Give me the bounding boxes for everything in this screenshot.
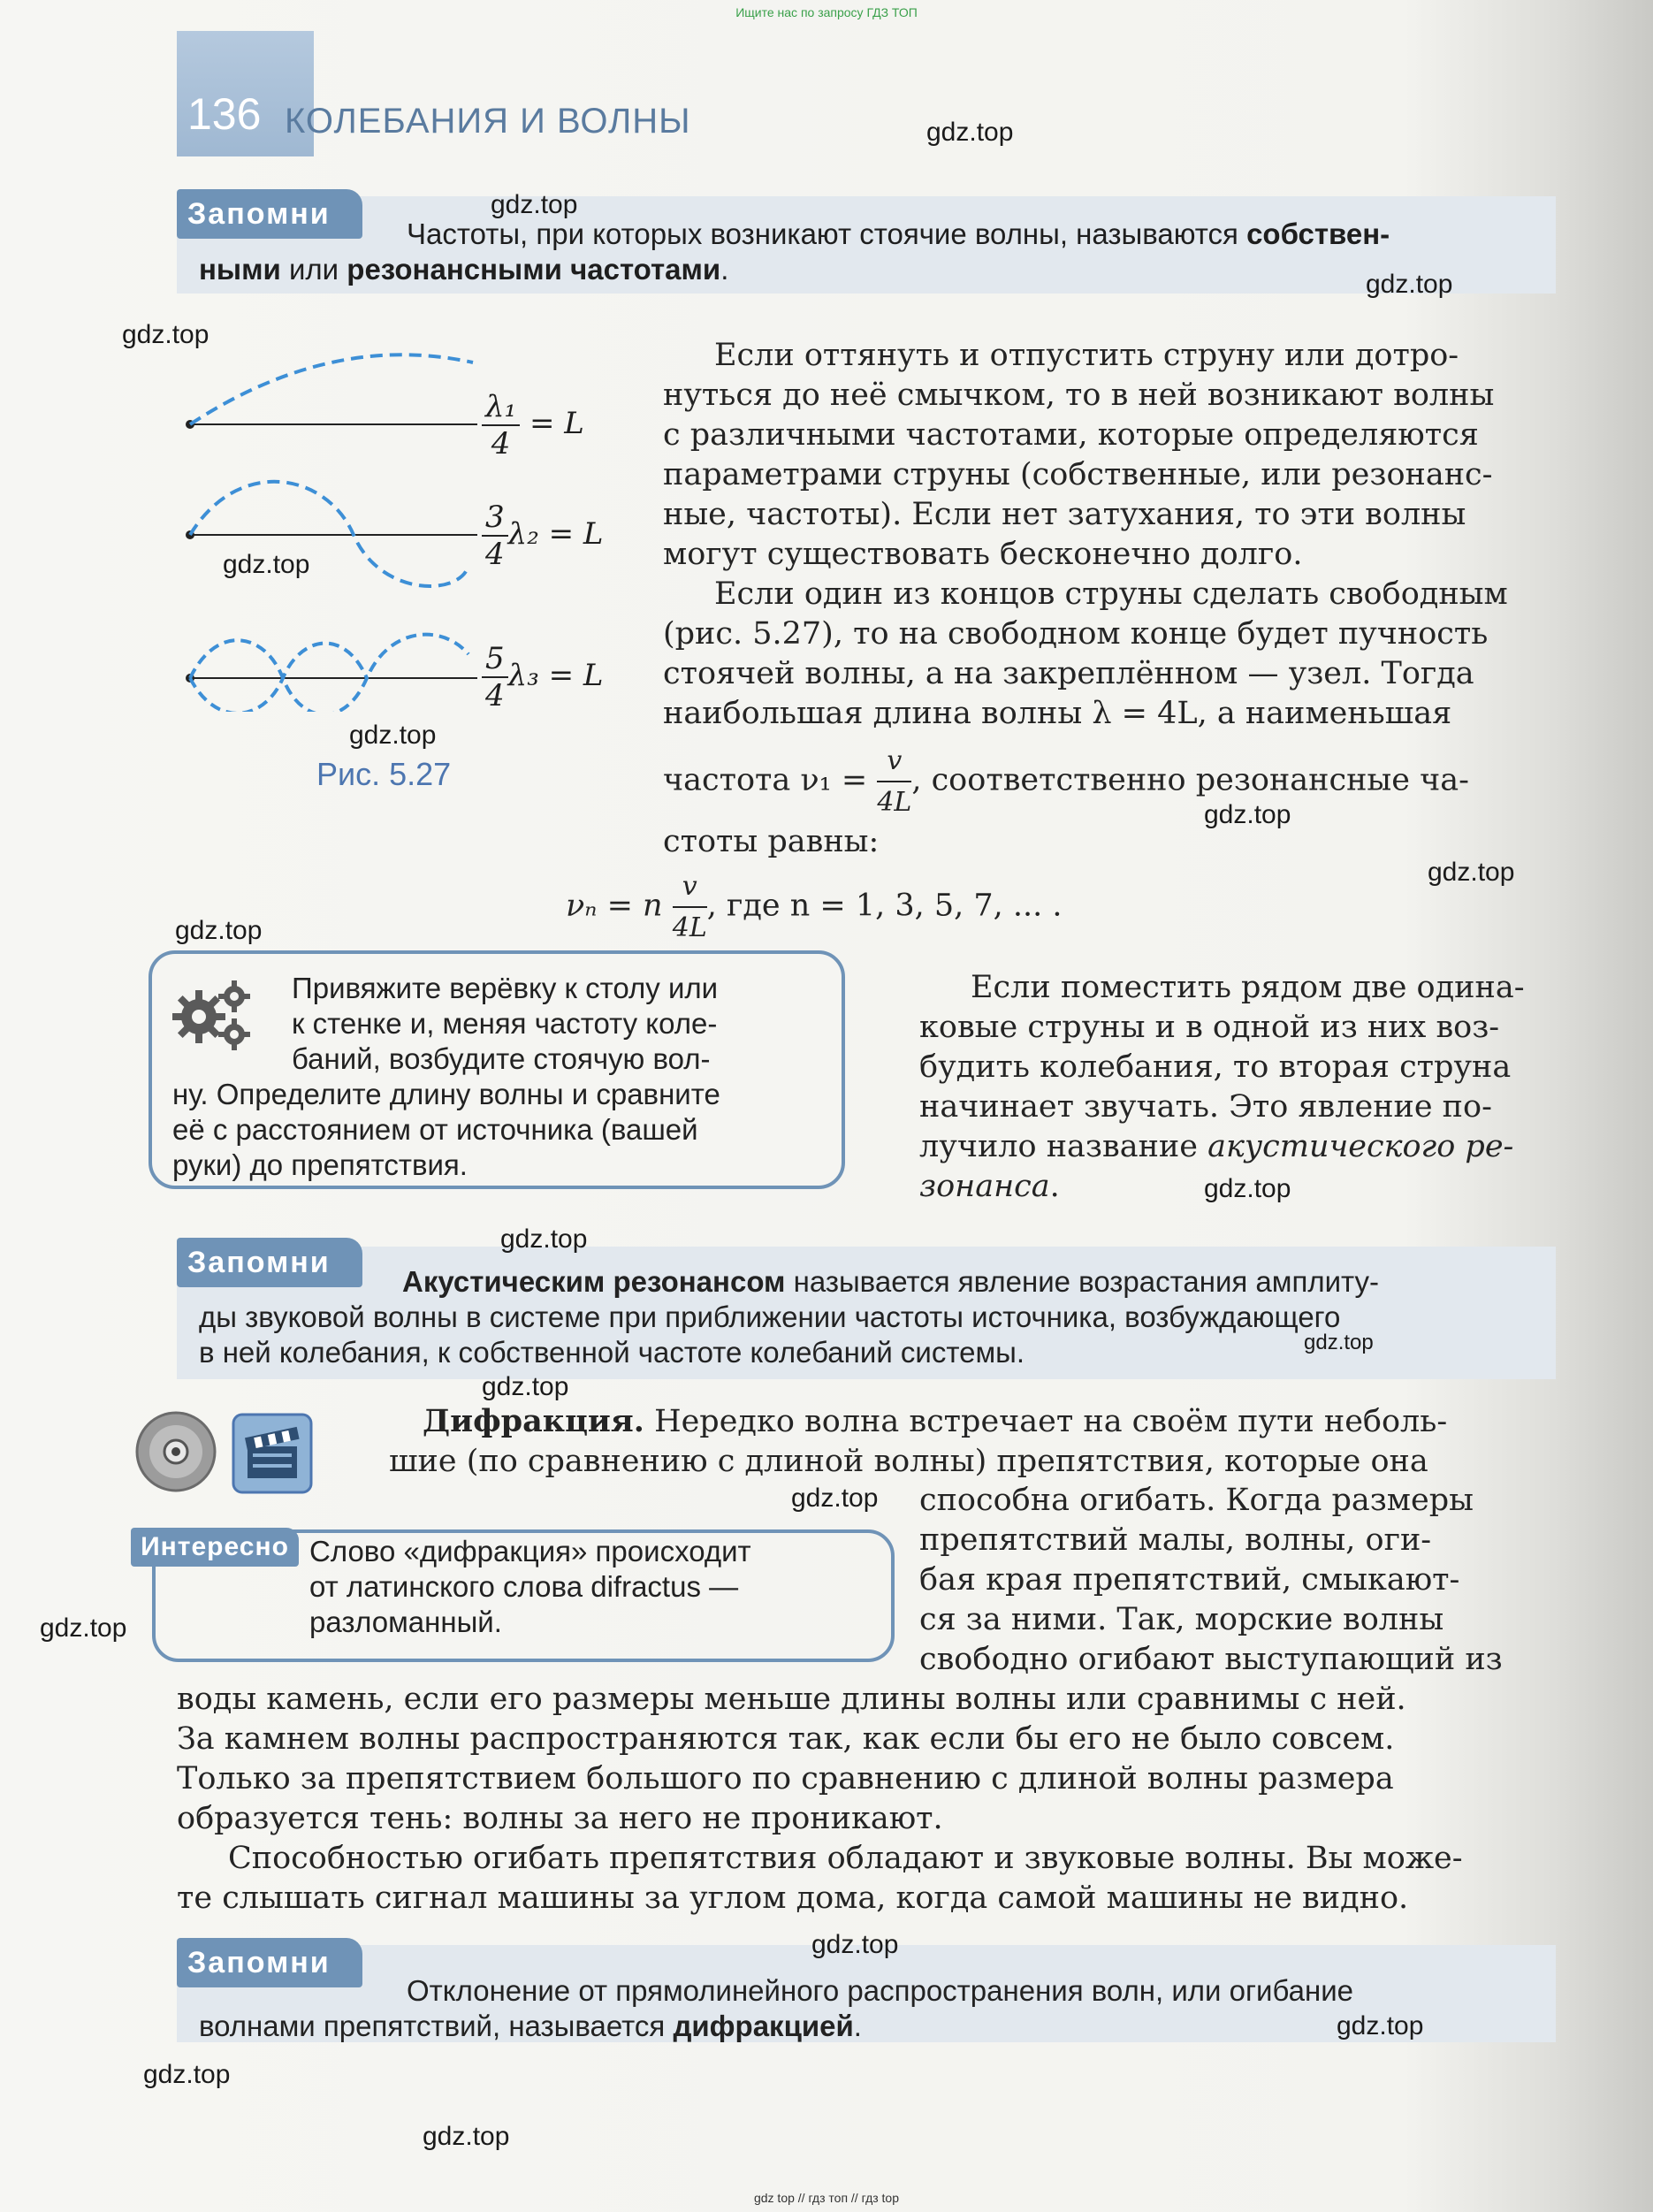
watermark-7: gdz.top [1204, 800, 1291, 829]
page-number: 136 [187, 89, 262, 139]
watermark-9: gdz.top [175, 916, 263, 945]
remember-text-2: Акустическим резонансом называется явление возрастания амплиту- ды звуковой волны в системе при приближении частоты источника, возбуждающего в ней колебания, к собственной частоте колебаний системы. [199, 1265, 1380, 1369]
resonant-frequency-formula: νₙ = n $\frac{v}{4L}$ , где n = 1, 3, 5, 7, ... . [566, 866, 1063, 948]
watermark-15: gdz.top [40, 1613, 127, 1643]
paragraph-2: Если один из концов струны сделать свободным (рис. 5.27), то на свободном конце будет пучность стоячей волны, а на закреплённом — узел. Тогда наибольшая длина волны λ = 4L, а наименьшая частота ν₁ = $\frac{v}{4L}$ , соответственно резонансные ча- стоты равны: [663, 576, 1508, 859]
watermark-4: gdz.top [122, 320, 209, 349]
cd-disc-icon [134, 1410, 218, 1494]
remember-tag-3: Запомни [177, 1938, 362, 1987]
wave-3 [186, 635, 477, 712]
interesting-text: Слово «дифракция» происходит от латинского слова difractus — разломанный. [309, 1535, 751, 1638]
wave-1 [186, 355, 477, 429]
bottom-watermark-note: gdz top // гдз топ // гдз top [753, 2191, 900, 2205]
watermark-17: gdz.top [1337, 2011, 1424, 2040]
watermark-18: gdz.top [143, 2060, 231, 2089]
watermark-3: gdz.top [1366, 270, 1453, 299]
watermark-16: gdz.top [811, 1930, 899, 1959]
remember-tag-1: Запомни [177, 189, 362, 239]
diffraction-paragraph-side: способна огибать. Когда размеры препятствий малы, волны, оги- бая края препятствий, смыкают- ся за ними. Так, морские волны свободно огибают выступающий из [919, 1483, 1503, 1677]
chapter-title: КОЛЕБАНИЯ И ВОЛНЫ [285, 102, 691, 141]
remember-text-1: Частоты, при которых возникают стоячие волны, называются собствен- ными или резонансными частотами. [199, 217, 1390, 286]
task-text: Привяжите верёвку к столу или к стенке и, меняя частоту коле- баний, возбудите стоячую вол- ну. Определите длину волны и сравните её с расстоянием от источника (вашей руки) до препятствия. [172, 972, 720, 1181]
watermark-2: gdz.top [491, 190, 578, 219]
interesting-tag: Интересно [131, 1528, 299, 1567]
diffraction-paragraph-bottom: воды камень, если его размеры меньше длины волны или сравнимы с ней. За камнем волны распространяются так, как если бы его не было совсем. Только за препятствием большого по сравнению с длиной волны размера образуется тень: волны за него не проникают. Способностью огибать препятствия обладают и звуковые волны. Вы може- те слышать сигнал машины за углом дома, когда самой машины не видно. [177, 1682, 1463, 1916]
watermark-10: gdz.top [1204, 1174, 1291, 1203]
remember-tag-2: Запомни [177, 1238, 362, 1287]
watermark-13: gdz.top [482, 1372, 569, 1401]
figure-caption: Рис. 5.27 [316, 756, 452, 792]
watermark-8: gdz.top [1428, 858, 1515, 887]
watermark-14: gdz.top [791, 1484, 879, 1513]
watermark-1: gdz.top [926, 118, 1014, 147]
paragraph-1: Если оттянуть и отпустить струну или дотро- нуться до неё смычком, то в ней возникают волны с различными частотами, которые определяются параметрами струны (собственные, или резонанс- ные, частоты). Если нет затухания, то эти волны могут существовать бесконечно долго. [663, 338, 1495, 572]
paragraph-3: Если поместить рядом две одина- ковые струны и в одной из них воз- будить колебания, то вторая струна начинает звучать. Это явление по- лучило название акустического ре- зонанса. [919, 970, 1525, 1204]
remember-text-3: Отклонение от прямолинейного распространения волн, или огибание волнами препятствий, называется дифракцией. [199, 1974, 1353, 2042]
diffraction-paragraph-top: Дифракция. Нередко волна встречает на своём пути неболь- шие (по сравнению с длиной волны) препятствия, которые она [389, 1403, 1448, 1479]
figure-eq-3: $\frac{5}{4}$ λ₃ = L [482, 641, 604, 713]
watermark-19: gdz.top [423, 2122, 510, 2151]
figure-eq-2: $\frac{3}{4}$ λ₂ = L [482, 500, 604, 572]
watermark-5: gdz.top [223, 550, 310, 579]
figure-eq-1: $\frac{\text{λ₁}}{4}$ = L [482, 389, 584, 461]
watermark-6: gdz.top [349, 721, 437, 750]
watermark-12: gdz.top [1304, 1331, 1374, 1354]
watermark-11: gdz.top [500, 1224, 588, 1254]
film-clapper-icon [232, 1413, 313, 1494]
top-watermark-note: Ищите нас по запросу ГДЗ ТОП [735, 5, 918, 19]
